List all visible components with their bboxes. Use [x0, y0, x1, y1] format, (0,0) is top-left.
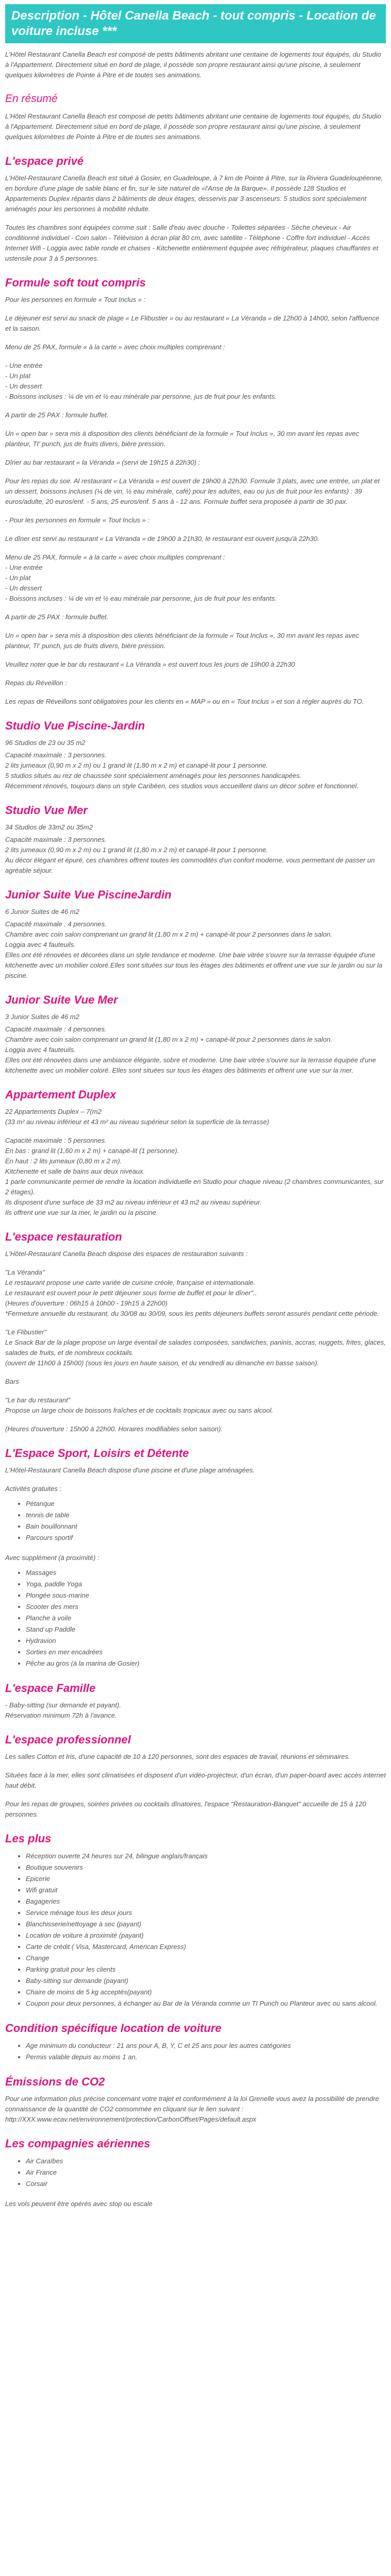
soft-paragraph	[5, 515, 386, 526]
junior-piscine-capacity	[5, 919, 386, 981]
junior-piscine-heading: Junior Suite Vue PiscineJardin	[5, 888, 172, 901]
text-line: - Un dessert	[5, 382, 42, 390]
co2-heading: Émissions de CO2	[5, 2075, 105, 2088]
text-line: Le dîner est servi au restaurant « La Véranda » de 19h00 à 21h30, le restaurant est ouvert jusqu'à 22h30.	[5, 535, 319, 543]
studio-mer-capacity	[5, 835, 386, 876]
text-line: Ils offrent une vue sur la mer, le jardin ou la piscine.	[5, 1209, 158, 1216]
text-line: Dîner au bar restaurant « la Véranda » (servi de 19h15 à 22h30) :	[5, 459, 200, 466]
resume-heading: En résumé	[5, 93, 58, 105]
duplex-sub	[5, 1107, 386, 1127]
text-line: A partir de 25 PAX : formule buffet.	[5, 411, 109, 419]
plus-item: • Bagageries	[26, 1896, 386, 1907]
text-line: Réservation minimum 72h à l'avance.	[5, 1711, 117, 1719]
junior-mer-capacity	[5, 1024, 386, 1076]
text-line: 2 lits jumeaux (0,90 m x 2 m) ou 1 grand lit (1,80 m x 2 m) et canapé-lit pour 1 personne.	[5, 761, 268, 769]
paid-activity-item: • Sorties en mer encadrées	[26, 1647, 386, 1658]
text-line: "Le Flibustier"	[5, 1328, 47, 1336]
text-line: (33 m² au niveau inférieur et 43 m² au niveau supérieur selon la superficie de la terrasse)	[5, 1118, 269, 1126]
activity-item: • Pétanque	[26, 1498, 386, 1510]
sport-activities-label: Activités gratuites :	[5, 1485, 62, 1493]
paid-activity-item: • Planche à voile	[26, 1613, 386, 1624]
plus-item: • Carte de crédit ( Visa, Mastercard, American Express)	[26, 1941, 386, 1953]
plus-item: • Epicerie	[26, 1873, 386, 1885]
voiture-list	[5, 2040, 386, 2063]
text-line: Pour une information plus précise concernant votre trajet et conformément à la loi Grenelle vous avez la possibilité de prendre connaissance de la quantité de CO2 consommée en cliquant sur le lien suivant :	[5, 2095, 379, 2113]
text-line: - Pour les personnes en formule « Tout Inclus » :	[5, 516, 150, 524]
restauration-heading: L'espace restauration	[5, 1230, 122, 1243]
sport-intro: L'Hôtel-Restaurant Canella Beach dispose d'une piscine et d'une plage aménagées.	[5, 1466, 255, 1474]
text-line: Elles ont été rénovées dans une ambiance élégante, sobre et moderne. Une baie vitrée s'ouvre sur la terrasse équipée d'une kitchenette avec un mobilier coloré. Elles sont situées sur tous les étages des bâtiments et offrent une vue sur la mer.	[5, 1056, 376, 1074]
plus-heading: Les plus	[5, 1832, 52, 1845]
intro-text: L'Hôtel Restaurant Canella Beach est composé de petits bâtiments abritant une centaine de logements tout équipés, du Studio à l'Appartement. Directement situé en bord de plage, il possède son propre restaurant ainsi qu'une piscine, à seulement quelques kilomètres de Pointe à Pitre et de toutes ses animations.	[5, 50, 381, 79]
co2-text	[5, 2094, 386, 2125]
famille-text	[5, 1700, 386, 1721]
restauration-paragraph	[5, 1249, 386, 1259]
famille-heading: L'espace Famille	[5, 1682, 96, 1694]
soft-paragraph	[5, 631, 386, 651]
pro-heading: L'espace professionnel	[5, 1733, 131, 1746]
studio-mer-sub: 34 Studios de 33m2 ou 35m2	[5, 823, 93, 831]
text-line: Pour les personnes en formule « Tout Inclus » :	[5, 296, 145, 303]
text-line: Capacité maximale : 5 personnes.	[5, 1137, 107, 1144]
text-line: - Une entrée	[5, 362, 43, 369]
voiture-condition-item: • Age minimum du conducteur : 21 ans pour A, B, Y, C et 25 ans pour les autres catégories	[26, 2040, 386, 2052]
text-line: Repas du Réveillon :	[5, 679, 67, 687]
airline-item: • Air Caraïbes	[26, 2156, 386, 2167]
text-line: Capacité maximale : 3 personnes.	[5, 836, 107, 843]
text-line: Veuillez noter que le bar du restaurant « La Véranda » est ouvert tous les jours de 19h00 à 22h30	[5, 660, 295, 668]
soft-paragraph	[5, 342, 386, 352]
junior-piscine-sub: 6 Junior Suites de 46 m2	[5, 908, 79, 916]
text-line: 2 lits jumeaux (0,90 m x 2 m) ou 1 grand lit (1,80 m x 2 m) et canapé-lit pour 1 personne.	[5, 846, 268, 854]
text-line: Capacité maximale : 4 personnes.	[5, 920, 107, 928]
paid-activity-item: • Hydravion	[26, 1635, 386, 1647]
soft-section	[5, 295, 386, 707]
soft-paragraph	[5, 552, 386, 604]
restauration-section	[5, 1249, 386, 1434]
plus-item: • Change	[26, 1953, 386, 1964]
duplex-heading: Appartement Duplex	[5, 1088, 117, 1101]
voiture-heading: Condition spécifique location de voiture	[5, 2022, 222, 2035]
text-line: - Un plat	[5, 372, 31, 380]
text-line: En bas : grand lit (1,60 m x 2 m) + canapé-lit (1 personne).	[5, 1147, 180, 1155]
text-line: "Le bar du restaurant"	[5, 1396, 71, 1404]
paid-activity-item: • Stand up Paddle	[26, 1624, 386, 1635]
studio-piscine-heading: Studio Vue Piscine-Jardin	[5, 719, 145, 732]
sport-heading: L'Espace Sport, Loisirs et Détente	[5, 1447, 189, 1460]
text-line: (Heures d'ouverture : 06h15 à 10h00 - 19h15 à 22h00)	[5, 1299, 168, 1307]
text-line: Menu de 25 PAX, formule « à la carte » avec choix multiples comprenant :	[5, 553, 225, 561]
text-line: Le Snack Bar de la plage propose un large éventail de salades composées, sandwiches, paninis, accras, nuggets, frites, glaces, salades de fruits, et de nombreux cocktails.	[5, 1338, 386, 1357]
soft-paragraph	[5, 697, 386, 707]
text-line: Bars	[5, 1378, 19, 1385]
soft-paragraph	[5, 534, 386, 544]
text-line: Capacité maximale : 4 personnes.	[5, 1025, 107, 1033]
soft-paragraph	[5, 361, 386, 402]
paid-activity-item: • Plongée sous-marine	[26, 1590, 386, 1601]
text-line: Loggia avec 4 fauteuils.	[5, 1046, 76, 1054]
airline-item: • Air France	[26, 2167, 386, 2178]
pro-text-2: Situées face à la mer, elles sont climatisées et disposent d'un vidéo-projecteur, d'un écran, d'un paper-board avec accès internet haut débit.	[5, 1771, 386, 1789]
junior-mer-sub: 3 Junior Suites de 46 m2	[5, 1013, 79, 1021]
prive-text-2: Toutes les chambres sont équipées comme suit : Salle d'eau avec douche - Toilettes séparées - Sèche cheveux - Air conditionné individuel - Coin salon - Télévision à écran plat 80 cm, avec satellite - Téléphone - Coffre fort individuel - Accès Internet Wifi - Loggia avec table ronde et chaises - Kitchenette entièrement équipée avec réfrigérateur, plaques chauffantes et ustensile pour 3 à 5 personnes.	[5, 224, 379, 262]
restauration-paragraph	[5, 1424, 386, 1434]
plus-item: • Parking gratuit pour les clients	[26, 1964, 386, 1975]
plus-item: • Wifi gratuit	[26, 1885, 386, 1896]
text-line: "La Véranda"	[5, 1268, 45, 1276]
text-line: Kitchenette et salle de bains aux deux niveaux.	[5, 1167, 145, 1175]
text-line: Loggia avec 4 fauteuils.	[5, 941, 76, 948]
studio-piscine-sub: 96 Studios de 23 ou 35 m2	[5, 739, 86, 747]
voiture-condition-item: • Permis valable depuis au moins 1 an.	[26, 2052, 386, 2063]
text-line: (ouvert de 11h00 à 15h00) (sous les jours en haute saison, et du vendredi au dimanche en basse saison).	[5, 1359, 319, 1367]
plus-item: • Baby-sitting sur demande (payant)	[26, 1975, 386, 1987]
compagnies-footer: Les vols peuvent être opérés avec stop ou escale	[5, 2200, 153, 2208]
text-line: 1 parle communicante permet de rendre la location individuelle en Studio pour chaque niveau (2 chambres communicantes, sur 2 étages).	[5, 1178, 384, 1196]
plus-item: • Réception ouverte 24 heures sur 24, bilingue anglais/français	[26, 1851, 386, 1862]
restauration-paragraph	[5, 1377, 386, 1387]
plus-item: • Location de voiture à proximité (payant)	[26, 1930, 386, 1941]
restauration-paragraph	[5, 1395, 386, 1416]
activity-item: • tennis de table	[26, 1510, 386, 1521]
text-line: Menu de 25 PAX, formule « à la carte » avec choix multiples comprenant :	[5, 343, 225, 351]
text-line: *Fermeture annuelle du restaurant, du 30/08 au 30/09, sous les petits déjeuners buffets seront assurés pendant cette période.	[5, 1310, 379, 1317]
soft-paragraph	[5, 612, 386, 622]
text-line: Chambre avec coin salon comprenant un grand lit (1,80 m x 2 m) + canapé-lit pour 2 personnes dans le salon.	[5, 1036, 333, 1043]
restauration-paragraph	[5, 1327, 386, 1368]
resume-text: L'Hôtel Restaurant Canella Beach est composé de petits bâtiments abritant une centaine de logements tout équipés, du Studio à l'Appartement. Directement situé en bord de plage, il possède son propre restaurant ainsi qu'une piscine, à seulement quelques kilomètres de Pointe à Pitre et de toutes ses animations.	[5, 112, 381, 141]
page-title-banner: Description - Hôtel Canella Beach - tout compris - Location de voiture incluse ***	[5, 4, 386, 43]
plus-item: • Blanchisserie/nettoyage à sec (payant)	[26, 1919, 386, 1930]
text-line: A partir de 25 PAX : formule buffet.	[5, 613, 109, 621]
text-line: Au décor élégant et épuré, ces chambres offrent toutes les commodités d'un confort moderne, vous permettant de passer un agréable séjour.	[5, 856, 375, 874]
text-line: Capacité maximale : 3 personnes.	[5, 751, 107, 759]
plus-item: • Boutique souvenirs	[26, 1862, 386, 1873]
text-line: Un « open bar » sera mis à disposition des clients bénéficiant de la formule « Tout Inclus », 30 mn avant les repas avec planteur, TI' punch, jus de fruits divers, bière pression.	[5, 430, 360, 448]
text-line: En haut : 2 lits jumeaux (0,80 m x 2 m).	[5, 1157, 122, 1165]
studio-piscine-capacity	[5, 750, 386, 791]
text-line: Ils disposent d'une surface de 33 m2 au niveau inférieur et 43 m2 au niveau supérieur.	[5, 1198, 262, 1206]
soft-paragraph	[5, 410, 386, 420]
plus-list	[5, 1851, 386, 2009]
paid-activity-item: • Massages	[26, 1567, 386, 1579]
plus-item: • Chaire de moins de 5 kg acceptés(payant)	[26, 1987, 386, 1998]
activity-item: • Bain bouillonnant	[26, 1521, 386, 1532]
sport-activities-list	[5, 1498, 386, 1544]
plus-item: • Service ménage tous les deux jours	[26, 1907, 386, 1919]
soft-paragraph	[5, 313, 386, 334]
soft-paragraph	[5, 295, 386, 305]
sport-paid-list	[5, 1567, 386, 1669]
soft-paragraph	[5, 429, 386, 449]
text-line: Elles ont été rénovées et décorées dans un style tendance et moderne. Une baie vitrée s'ouvre sur la terrasse équipée d'une kitchenette avec un mobilier coloré.Elles sont situées sur tous les étages des bâtiments et offrent une vue sur le jardin ou sur la piscine.	[5, 951, 383, 979]
text-line: Propose un large choix de boissons fraîches et de cocktails tropicaux avec ou sans alcool.	[5, 1406, 273, 1414]
pro-text-1: Les salles Cotton et Iris, d'une capacité de 10 à 120 personnes, sont des espaces de travail, réunions et séminaires.	[5, 1753, 350, 1760]
text-line: Les repas de Réveillons sont obligatoires pour les clients en « MAP » ou en « Tout Inclus » et son à régler auprès du TO.	[5, 698, 364, 705]
soft-paragraph	[5, 659, 386, 670]
text-line: L'Hôtel-Restaurant Canella Beach dispose des espaces de restauration suivants :	[5, 1250, 248, 1258]
paid-activity-item: • Yoga, paddle Yoga	[26, 1579, 386, 1590]
paid-activity-item: • Pêche au gros (à la marina de Gosier)	[26, 1658, 386, 1669]
text-line: - Boissons incluses : ¼ de vin et ½ eau minérale par personne, jus de fruit pour les enfants.	[5, 595, 277, 602]
text-line: 5 studios situés au rez de chaussée sont spécialement aménagés pour les personnes handicapées.	[5, 772, 302, 779]
duplex-capacity	[5, 1136, 386, 1218]
restauration-paragraph	[5, 1267, 386, 1319]
compagnies-list	[5, 2156, 386, 2190]
airline-item: • Corsair	[26, 2178, 386, 2190]
text-line: - Baby-sitting (sur demande et payant).	[5, 1701, 121, 1709]
text-line: - Un plat	[5, 574, 31, 582]
text-line: Un « open bar » sera mis à disposition des clients bénéficiant de la formule « Tout Inclus », 30 mn avant les repas avec planteur, TI' punch, jus de fruits divers, bière pression.	[5, 632, 360, 650]
junior-mer-heading: Junior Suite Vue Mer	[5, 993, 118, 1006]
text-line: Chambre avec coin salon comprenant un grand lit (1,80 m x 2 m) + canapé-lit pour 2 personnes dans le salon.	[5, 930, 333, 938]
text-line: - Une entrée	[5, 564, 43, 571]
paid-activity-item: • Scooter des mers	[26, 1601, 386, 1613]
text-line: http://XXX.www.ecav.net/environnement/protection/CarbonOffset/Pages/default.aspx	[5, 2115, 256, 2123]
text-line: Le déjeuner est servi au snack de plage « Le Flibustier » ou au restaurant « La Véranda » de 12h00 à 14h00, selon l'affluence et la saison.	[5, 314, 380, 332]
soft-paragraph	[5, 476, 386, 507]
soft-paragraph	[5, 678, 386, 688]
soft-paragraph	[5, 457, 386, 468]
prive-text-1: L'Hôtel-Restaurant Canella Beach est situé à Gosier, en Guadeloupe, à 7 km de Pointe à Pitre, sur la Riviera Guadeloupéenne, en bordure d'une plage de sable blanc et fin, sur le site naturel de «l'Anse de la Barque». Il possède 128 Studios et Appartements Duplex répartis dans 2 bâtiments de deux étages, desservis par 3 ascenseurs. 5 studios sont spécialement aménagés pour les personnes à mobilité réduite.	[5, 174, 383, 213]
soft-heading: Formule soft tout compris	[5, 276, 146, 289]
pro-text-3: Pour les repas de groupes, soirées privées ou cocktails dînatoires, l'espace "Restauration-Banquet" accueille de 15 à 120 personnes.	[5, 1800, 366, 1818]
text-line: Récemment rénovés, toujours dans un style Caribéen, ces studios vous accueillent dans un décor sobre et fonctionnel.	[5, 782, 359, 790]
prive-heading: L'espace privé	[5, 155, 84, 167]
compagnies-heading: Les compagnies aériennes	[5, 2137, 151, 2150]
text-line: 22 Appartements Duplex – 7(m2	[5, 1108, 102, 1115]
text-line: Le restaurant propose une carte variée de cuisine créole, française et internationale.	[5, 1279, 255, 1286]
text-line: (Heures d'ouverture : 15h00 à 22h00. Horaires modifiables selon saison).	[5, 1425, 223, 1433]
studio-mer-heading: Studio Vue Mer	[5, 804, 88, 817]
text-line: - Boissons incluses : ¼ de vin et ½ eau minérale par personne, jus de fruit pour les enfants.	[5, 393, 277, 400]
text-line: - Un dessert	[5, 584, 42, 592]
activity-item: • Parcours sportif	[26, 1532, 386, 1544]
plus-item: • Coupon pour deux personnes, à échanger au Bar de la Véranda comme un TI Punch ou Planteur avec ou sans alcool.	[26, 1998, 386, 2009]
text-line: Pour les repas du soir. Al restaurant « La Véranda » est ouvert de 19h00 à 22h30. Formule 3 plats, avec une entrée, un plat et un dessert, boissons incluses (¼ de vin, ½ eau minérale, café) pour les adultes, eau ou jus de fruit pour les enfants) : 39 euros/adulte, 20 euros/enf. - 5 ans, 25 euros/enf. 5 ans à - 12 ans. Formule buffet sera proposée à partir de 30 pax.	[5, 477, 380, 505]
sport-paid-label: Avec supplément (à proximité) :	[5, 1554, 100, 1562]
text-line: Le restaurant est ouvert pour le petit déjeuner sous forme de buffet et pour le dîner"..	[5, 1289, 257, 1297]
